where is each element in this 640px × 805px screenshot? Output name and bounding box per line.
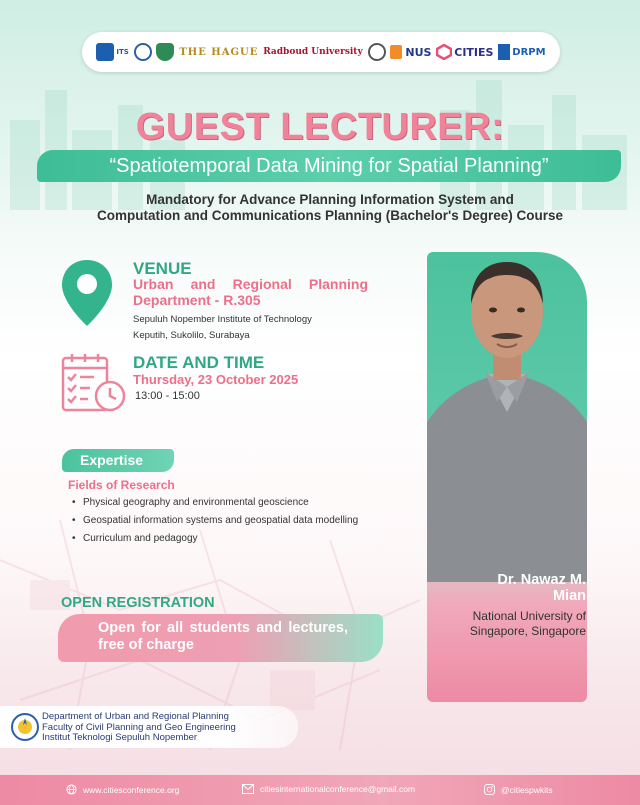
fields-of-research-heading: Fields of Research (68, 478, 175, 492)
globe-icon (66, 784, 77, 795)
cities-logo: CITIES (436, 44, 493, 60)
registration-text: Open for all students and lectures, free of charge (98, 620, 348, 653)
speaker-affiliation: National University of Singapore, Singapore (469, 609, 586, 638)
mandatory-course-note: Mandatory for Advance Planning Information System and Computation and Communications Planning (Bachelor's Degree) Course (96, 192, 563, 223)
event-date: Thursday, 23 October 2025 (133, 372, 299, 387)
footer-instagram[interactable]: @citiespwkits (484, 784, 553, 795)
list-item: • Curriculum and pedagogy (70, 530, 375, 547)
radboud-university-logo: Radboud University (263, 47, 363, 57)
east-java-logo (156, 43, 174, 61)
event-time: 13:00 - 15:00 (135, 390, 200, 402)
open-registration-heading: OPEN REGISTRATION (61, 595, 215, 611)
expertise-tag: Expertise (62, 449, 174, 472)
venue-address: Sepuluh Nopember Institute of Technology Keputih, Sukolilo, Surabaya (133, 314, 312, 341)
fields-of-research-list (70, 494, 375, 548)
location-pin-icon (60, 258, 114, 328)
drpm-logo: DRPM (498, 44, 545, 60)
page-title: GUEST LECTURER: (135, 106, 505, 148)
partner-logo-bar (82, 32, 560, 72)
speaker-name: Dr. Nawaz M. Mian (497, 572, 586, 604)
crest-logo (368, 43, 386, 61)
calendar-clock-icon (60, 352, 128, 414)
speaker-photo (427, 252, 587, 582)
footer-website[interactable]: www.citiesconference.org (66, 784, 179, 795)
pwk-its-logo (134, 43, 152, 61)
list-item: • Physical geography and environmental geoscience (70, 494, 375, 511)
nus-logo: NUS (390, 45, 431, 59)
venue-heading: VENUE (133, 259, 192, 278)
department-text: Department of Urban and Regional Planning Faculty of Civil Planning and Geo Engineering Institut Teknologi Sepuluh Nopember (42, 711, 236, 743)
the-hague-logo: THE HAGUE (179, 46, 259, 58)
its-logo: ITS (96, 43, 128, 61)
instagram-icon (484, 784, 495, 795)
footer-email[interactable]: citiesinternationalconference@gmail.com (242, 784, 415, 794)
mail-icon (242, 784, 254, 794)
its-emblem-icon (10, 712, 40, 742)
venue-name: Urban and Regional Planning Department - R.305 (133, 276, 368, 308)
lecture-topic: “Spatiotemporal Data Mining for Spatial Planning” (109, 154, 549, 177)
date-time-heading: DATE AND TIME (133, 353, 265, 372)
lecture-topic-banner (37, 150, 621, 182)
list-item: • Geospatial information systems and geospatial data modelling (70, 512, 375, 529)
